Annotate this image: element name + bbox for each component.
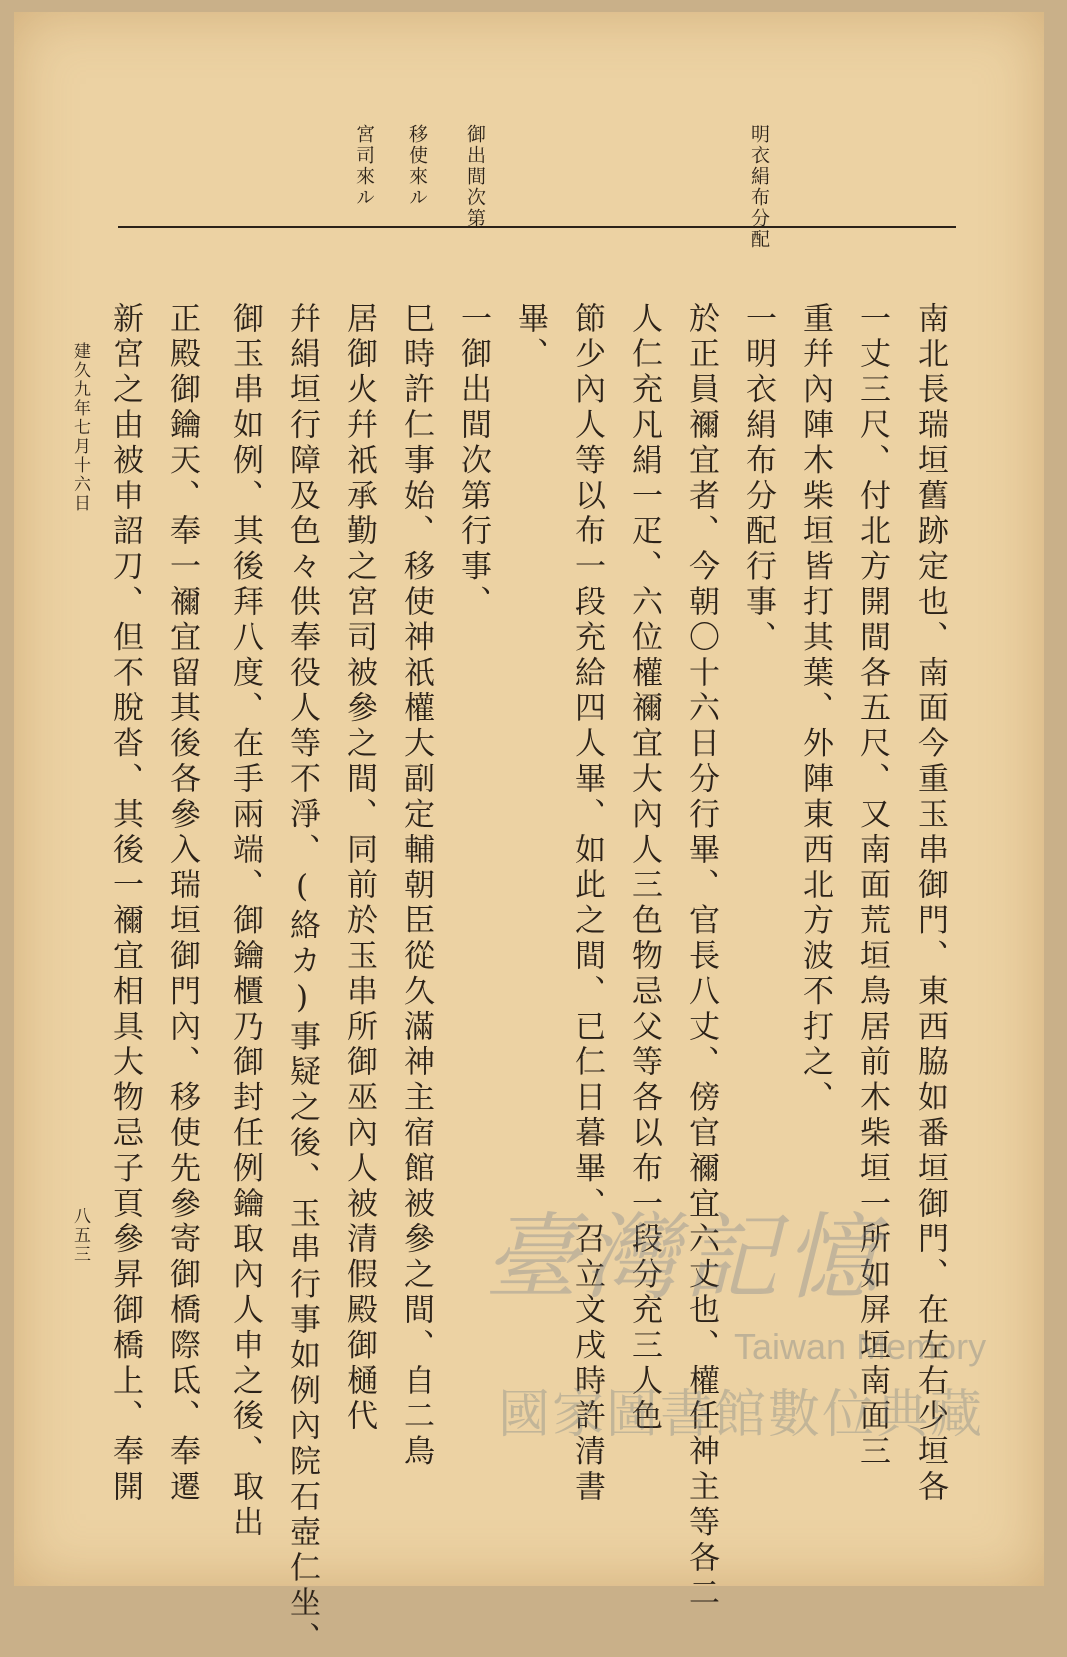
header-note-envoy: 移使來ル [406,124,428,208]
header-divider [118,226,956,228]
document-page [14,12,1044,1657]
watermark-english: Taiwan Memory [734,1326,987,1367]
page-number: 八五三 [70,1207,90,1264]
watermark-logo: 臺灣記憶 [484,1204,885,1313]
header-note-priest: 宮司來ル [353,124,375,208]
text-column: 一御出間次第行事、 [455,302,491,621]
text-column: 畢、 [512,302,548,373]
text-column: 重幷內陣木柴垣皆打其葉、外陣東西北方波不打之、 [797,302,833,1117]
text-column: 於正員禰宜者、今朝〇十六日分行畢、官長八丈、傍官禰宜六丈也、權任神主等各二 [683,302,719,1612]
text-column: 正殿御鑰天、奉一禰宜留其後各參入瑞垣御門內、移使先參寄御橋際氐、奉遷 [164,302,200,1506]
text-column: 一明衣絹布分配行事、 [740,302,776,656]
text-column: 節少內人等以布一段充給四人畢、如此之間、已仁日暮畢、召立文戌時許清書 [569,302,605,1506]
text-column: 居御火幷祇承勤之宮司被參之間、同前於玉串所御巫內人被清假殿御樋代 [341,302,377,1435]
text-column: 一丈三尺、付北方開間各五尺、又南面荒垣鳥居前木柴垣一所如屏垣南面三 [854,302,890,1471]
text-column: 人仁充凡絹一疋、六位權禰宜大內人三色物忌父等各以布一段分充三人色 [626,302,662,1435]
header-note-clothing: 明衣絹布分配 [748,124,770,250]
text-column: 南北長瑞垣舊跡定也、南面今重玉串御門、東西脇如番垣御門、在左右少垣各 [912,302,948,1506]
text-column: 新宮之由被申詔刀、但不脫沓、其後一禰宜相具大物忌子頁參昇御橋上、奉開 [107,302,143,1506]
footer-date: 建久九年七月十六日 [70,342,90,513]
header-note-procession: 御出間次第 [464,124,486,229]
watermark-chinese: 國家圖書館數位典藏 [498,1385,985,1445]
text-column: 御玉串如例、其後拜八度、在手兩端、御鑰櫃乃御封任例鑰取內人申之後、取出 [227,302,263,1541]
text-column: 幷絹垣行障及色々供奉役人等不淨、(絡カ)事疑之後、玉串行事如例內院石壺仁坐、 [284,302,320,1657]
text-column: 巳時許仁事始、移使神祇權大副定輔朝臣從久滿神主宿館被參之間、自二鳥 [398,302,434,1471]
